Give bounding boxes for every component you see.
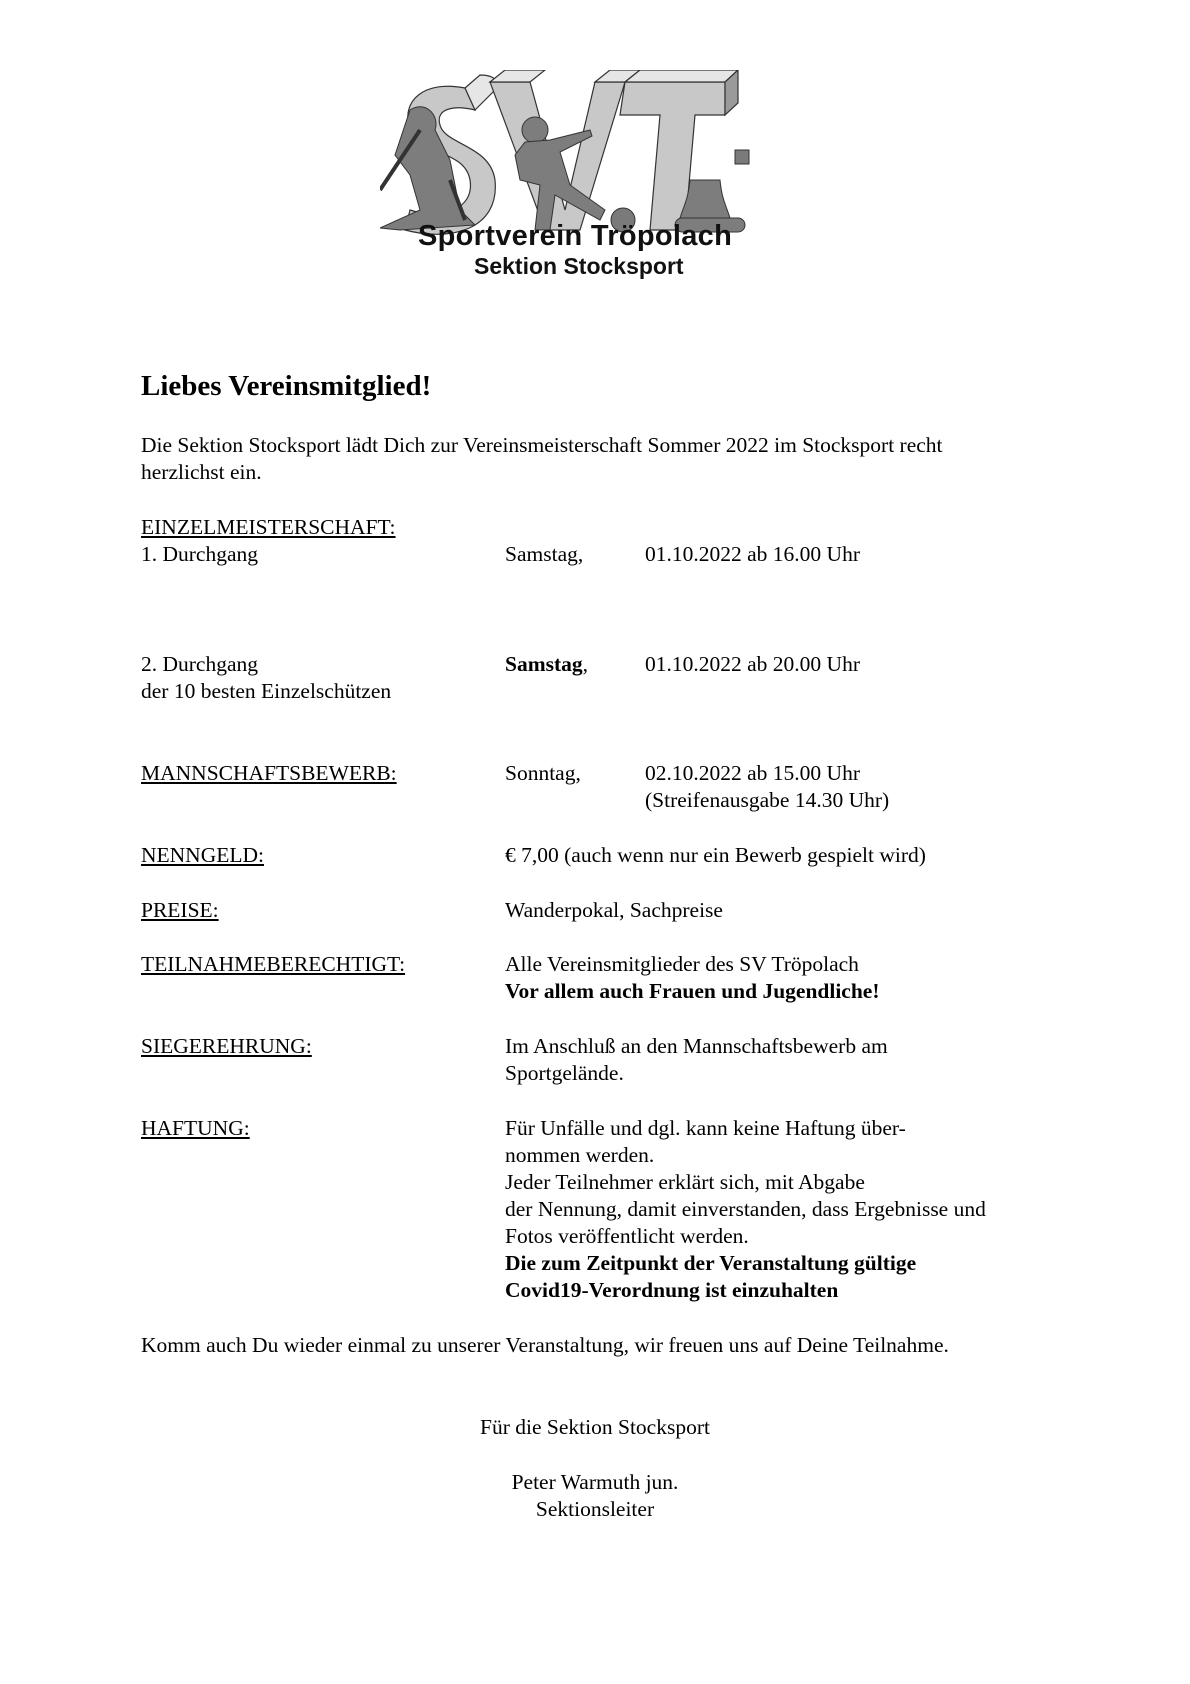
teilnahme-label: TEILNAHMEBERECHTIGT: <box>141 952 406 976</box>
siegerehrung-line-2: Sportgelände. <box>505 1061 624 1085</box>
mannschaft-day: Sonntag, <box>505 761 581 785</box>
mannschaft-note: (Streifenausgabe 14.30 Uhr) <box>645 788 890 812</box>
run2-sub: der 10 besten Einzelschützen <box>141 679 392 703</box>
einzel-label: EINZELMEISTERSCHAFT: <box>141 515 396 539</box>
greeting-heading: Liebes Vereinsmitglied! <box>141 370 432 402</box>
run2-time: 01.10.2022 ab 20.00 Uhr <box>645 652 860 676</box>
siegerehrung-label: SIEGEREHRUNG: <box>141 1034 312 1058</box>
run1-time: 01.10.2022 ab 16.00 Uhr <box>645 542 860 566</box>
signature-for: Für die Sektion Stocksport <box>480 1415 710 1439</box>
haftung-line: Fotos veröffentlicht werden. <box>505 1224 749 1248</box>
haftung-label: HAFTUNG: <box>141 1116 250 1140</box>
closing-text: Komm auch Du wieder einmal zu unserer Veranstaltung, wir freuen uns auf Deine Teilnahme. <box>141 1333 949 1357</box>
preise-label: PREISE: <box>141 898 219 922</box>
haftung-line: Jeder Teilnehmer erklärt sich, mit Abgabe <box>505 1170 865 1194</box>
run2-day-text: Samstag <box>505 652 583 676</box>
logo-section-name: Sektion Stocksport <box>474 253 684 279</box>
mannschaft-label: MANNSCHAFTSBEWERB: <box>141 761 397 785</box>
haftung-line: der Nennung, damit einverstanden, dass Ergebnisse und <box>505 1197 986 1221</box>
run2-day <box>505 651 588 678</box>
mannschaft-time: 02.10.2022 ab 15.00 Uhr <box>645 761 860 785</box>
nenngeld-label: NENNGELD: <box>141 843 265 867</box>
teilnahme-line-1: Alle Vereinsmitglieder des SV Tröpolach <box>505 952 859 976</box>
run2-label: 2. Durchgang <box>141 652 259 676</box>
haftung-line: Für Unfälle und dgl. kann keine Haftung über- <box>505 1116 906 1140</box>
siegerehrung-line-1: Im Anschluß an den Mannschaftsbewerb am <box>505 1034 888 1058</box>
run2-day-comma: , <box>582 652 589 676</box>
logo-graphic <box>380 70 800 245</box>
nenngeld-value: € 7,00 (auch wenn nur ein Bewerb gespielt wird) <box>505 843 926 867</box>
signature-title: Sektionsleiter <box>535 1497 655 1521</box>
haftung-line: nommen werden. <box>505 1143 655 1167</box>
teilnahme-line-2: Vor allem auch Frauen und Jugendliche! <box>505 979 880 1003</box>
logo-club-name: Sportverein Tröpolach <box>418 220 733 252</box>
haftung-bold-line: Covid19-Verordnung ist einzuhalten <box>505 1278 839 1302</box>
run1-day: Samstag, <box>505 542 584 566</box>
club-logo <box>380 70 800 300</box>
haftung-bold-line: Die zum Zeitpunkt der Veranstaltung gültige <box>505 1251 917 1275</box>
run1-label: 1. Durchgang <box>141 542 259 566</box>
intro-line-2: herzlichst ein. <box>141 460 262 484</box>
signature-name: Peter Warmuth jun. <box>511 1470 679 1494</box>
intro-line-1: Die Sektion Stocksport lädt Dich zur Vereinsmeisterschaft Sommer 2022 im Stocksport recht <box>141 433 943 457</box>
preise-value: Wanderpokal, Sachpreise <box>505 898 723 922</box>
